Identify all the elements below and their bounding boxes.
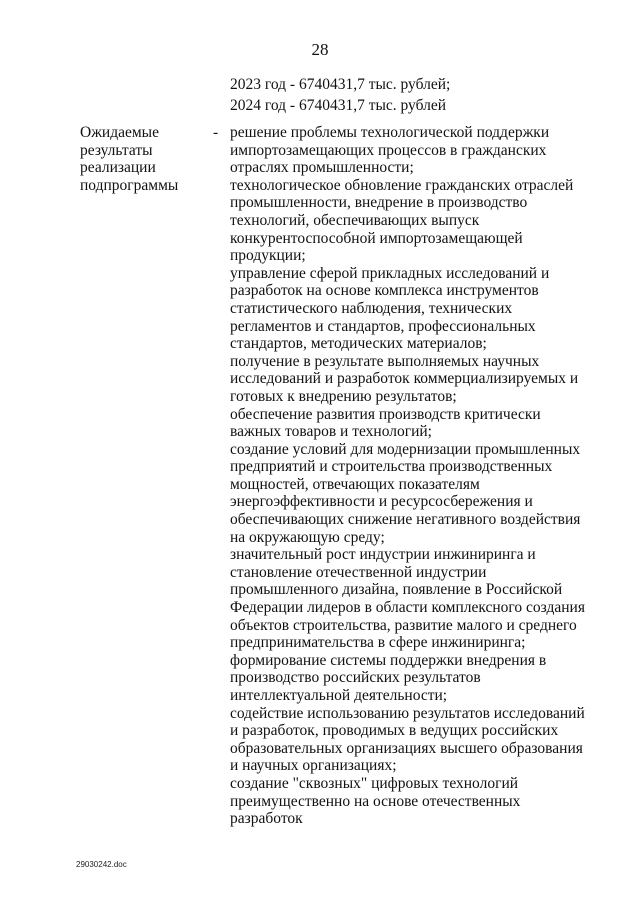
result-line: становление отечественной индустрии (230, 563, 487, 581)
result-line: разработок (230, 810, 303, 828)
result-line: управление сферой прикладных исследований и (230, 264, 550, 282)
result-line: продукции; (230, 247, 306, 265)
funding-block (230, 74, 450, 116)
result-line: обеспечивающих снижение негативного воздействия (230, 511, 581, 529)
result-line: на окружающую среду; (230, 528, 385, 546)
result-line: производство российских результатов (230, 669, 481, 687)
result-line: Федерации лидеров в области комплексного создания (230, 599, 585, 617)
result-line: импортозамещающих процессов в гражданских (230, 141, 547, 159)
result-line: создание "сквозных" цифровых технологий (230, 774, 519, 792)
result-line: решение проблемы технологической поддержки (230, 124, 550, 141)
result-line: отраслях промышленности; (230, 159, 414, 177)
result-line: промышленного дизайна, появление в Российской (230, 581, 563, 599)
result-line: преимущественно на основе отечественных (230, 792, 521, 810)
expected-results-label (80, 124, 200, 194)
label-line: подпрограммы (80, 176, 179, 194)
result-line: образовательных организациях высшего образования (230, 739, 583, 757)
result-line: готовых к внедрению результатов; (230, 387, 457, 405)
label-line: результаты (80, 141, 153, 159)
result-line: создание условий для модернизации промышленных (230, 440, 581, 458)
result-line: разработок на основе комплекса инструментов (230, 282, 539, 300)
result-line: статистического наблюдения, технических (230, 299, 513, 317)
funding-line-2024: 2024 год - 6740431,7 тыс. рублей (230, 97, 447, 114)
result-line: получение в результате выполняемых научных (230, 352, 540, 370)
result-line: предприятий и строительства производственных (230, 458, 553, 476)
footer-filename: 29030242.doc (76, 860, 127, 869)
result-line: исследований и разработок коммерциализируемых и (230, 370, 579, 388)
result-line: важных товаров и технологий; (230, 423, 432, 441)
result-line: конкурентоспособной импортозамещающей (230, 229, 523, 247)
result-line: стандартов, методических материалов; (230, 335, 487, 353)
label-line: реализации (80, 159, 156, 177)
result-line: содействие использованию результатов исследований (230, 704, 585, 722)
separator-dash: - (213, 124, 219, 141)
result-line: мощностей, отвечающих показателям (230, 475, 480, 493)
result-line: интеллектуальной деятельности; (230, 687, 448, 704)
result-line: и разработок, проводимых в ведущих российских (230, 722, 559, 740)
result-line: и научных организациях; (230, 757, 397, 775)
result-line: технологий, обеспечивающих выпуск (230, 211, 480, 229)
result-line: формирование системы поддержки внедрения в (230, 651, 547, 669)
label-line: Ожидаемые (80, 124, 159, 141)
result-line: энергоэффективности и ресурсосбережения и (230, 493, 533, 511)
result-line: объектов строительства, развитие малого и среднего (230, 616, 577, 634)
result-line: значительный рост индустрии инжиниринга и (230, 546, 536, 564)
result-line: технологическое обновление гражданских отраслей (230, 176, 574, 194)
result-line: промышленности, внедрение в производство (230, 194, 528, 212)
page-number: 28 (311, 40, 329, 59)
funding-line-2023: 2023 год - 6740431,7 тыс. рублей; (230, 76, 451, 93)
expected-results-text (230, 124, 585, 828)
result-line: регламентов и стандартов, профессиональных (230, 317, 536, 335)
result-line: предпринимательства в сфере инжиниринга; (230, 634, 526, 652)
result-line: обеспечение развития производств критически (230, 405, 541, 423)
